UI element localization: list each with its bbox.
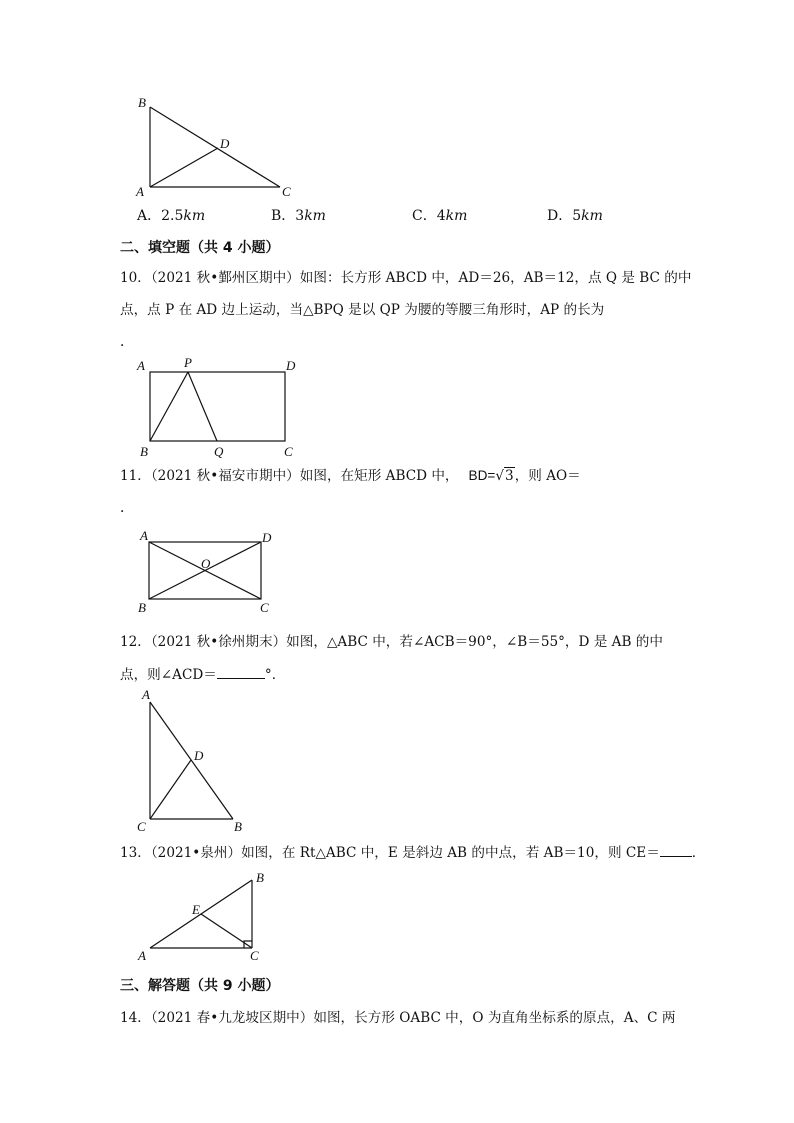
q9-option-c-text: C．4 <box>412 208 446 224</box>
q9-option-a-unit: km <box>183 208 206 224</box>
q10-rectangle <box>150 372 285 441</box>
q13-figure <box>130 866 280 966</box>
q11-bd: BD= <box>468 468 496 483</box>
q12-label-a: A <box>142 687 150 702</box>
q11-prefix: 11．（2021 秋•福安市期中）如图，在矩形 ABCD 中， <box>120 468 459 484</box>
q13-line1-pre: 13．（2021•泉州）如图，在 Rt△ABC 中，E 是斜边 AB 的中点，若 AB＝10，则 CE＝ <box>120 845 660 861</box>
q10-edge-pq <box>188 372 217 441</box>
q13-label-e: E <box>192 902 200 917</box>
q13-label-c: C <box>250 948 259 963</box>
q10-label-c: C <box>284 444 293 459</box>
q14-line1: 14．（2021 春•九龙坡区期中）如图，长方形 OABC 中，O 为直角坐标系的原点，A、C 两 <box>120 1010 676 1026</box>
q12-label-d: D <box>194 748 204 763</box>
section-2-title: 二、填空题（共 4 小题） <box>120 240 280 256</box>
q10-label-d: D <box>286 358 296 373</box>
q10-line3: ． <box>120 334 134 350</box>
q9-option-b-unit: km <box>304 208 326 224</box>
q10-figure <box>130 352 310 462</box>
q12-line1: 12．（2021 秋•徐州期末）如图，△ABC 中，若∠ACB＝90°，∠B＝55°，D 是 AB 的中 <box>120 634 663 650</box>
q10-label-p: P <box>184 355 192 370</box>
q9-label-c: C <box>282 184 291 199</box>
q11-label-a: A <box>140 528 148 543</box>
q9-option-a-text: A．2.5 <box>137 208 184 224</box>
q9-edge-ad <box>150 148 218 187</box>
q10-edge-bp <box>150 372 188 441</box>
q9-option-d[interactable] <box>547 206 603 226</box>
q10-label-q: Q <box>214 444 224 459</box>
q9-option-b-text: B．3 <box>271 208 305 224</box>
q11-label-c: C <box>260 600 269 615</box>
q11-suffix: ，则 AO＝ <box>514 468 581 484</box>
q10-line2: 点，点 P 在 AD 边上运动，当△BPQ 是以 QP 为腰的等腰三角形时，AP 的长为 <box>120 302 605 318</box>
q12-line2-post: °． <box>264 667 286 683</box>
q11-label-o: O <box>201 556 211 571</box>
q9-label-a: A <box>136 184 144 199</box>
q11-sqrt: √3 <box>495 468 514 484</box>
q11-label-b: B <box>138 600 146 615</box>
q13-line1-post: ． <box>691 845 706 861</box>
q13-label-a: A <box>138 948 146 963</box>
q13-answer-blank[interactable] <box>660 842 692 857</box>
q12-figure <box>130 684 260 834</box>
q9-label-d: D <box>220 136 230 151</box>
q12-line2-pre: 点，则∠ACD＝ <box>120 667 217 683</box>
q11-line2: ． <box>120 500 134 516</box>
q13-line1 <box>120 842 705 863</box>
q11-line1 <box>120 466 581 486</box>
q12-label-b: B <box>234 819 242 834</box>
q9-option-c-unit: km <box>445 208 468 224</box>
q9-label-b: B <box>138 95 146 110</box>
q9-figure <box>130 92 300 202</box>
q10-line1: 10．（2021 秋•鄞州区期中）如图：长方形 ABCD 中，AD＝26，AB＝12，点 Q 是 BC 的中 <box>120 270 692 286</box>
q9-option-b[interactable] <box>271 206 326 226</box>
q9-option-c[interactable] <box>412 206 467 226</box>
q9-option-d-unit: km <box>581 208 603 224</box>
q9-edge-bc <box>150 107 280 187</box>
q11-sqrt-value: 3 <box>505 468 514 484</box>
q13-label-b: B <box>256 870 264 885</box>
q9-option-d-text: D．5 <box>547 208 582 224</box>
q11-label-d: D <box>262 530 272 545</box>
q10-label-b: B <box>140 444 148 459</box>
q12-edge-cd <box>150 760 191 819</box>
q12-answer-blank[interactable] <box>217 664 265 679</box>
q12-label-c: C <box>137 819 146 834</box>
q11-figure <box>130 522 290 622</box>
section-3-title: 三、解答题（共 9 小题） <box>120 978 280 994</box>
q12-line2 <box>120 664 285 685</box>
q9-option-a[interactable] <box>137 206 205 226</box>
q10-label-a: A <box>137 358 145 373</box>
